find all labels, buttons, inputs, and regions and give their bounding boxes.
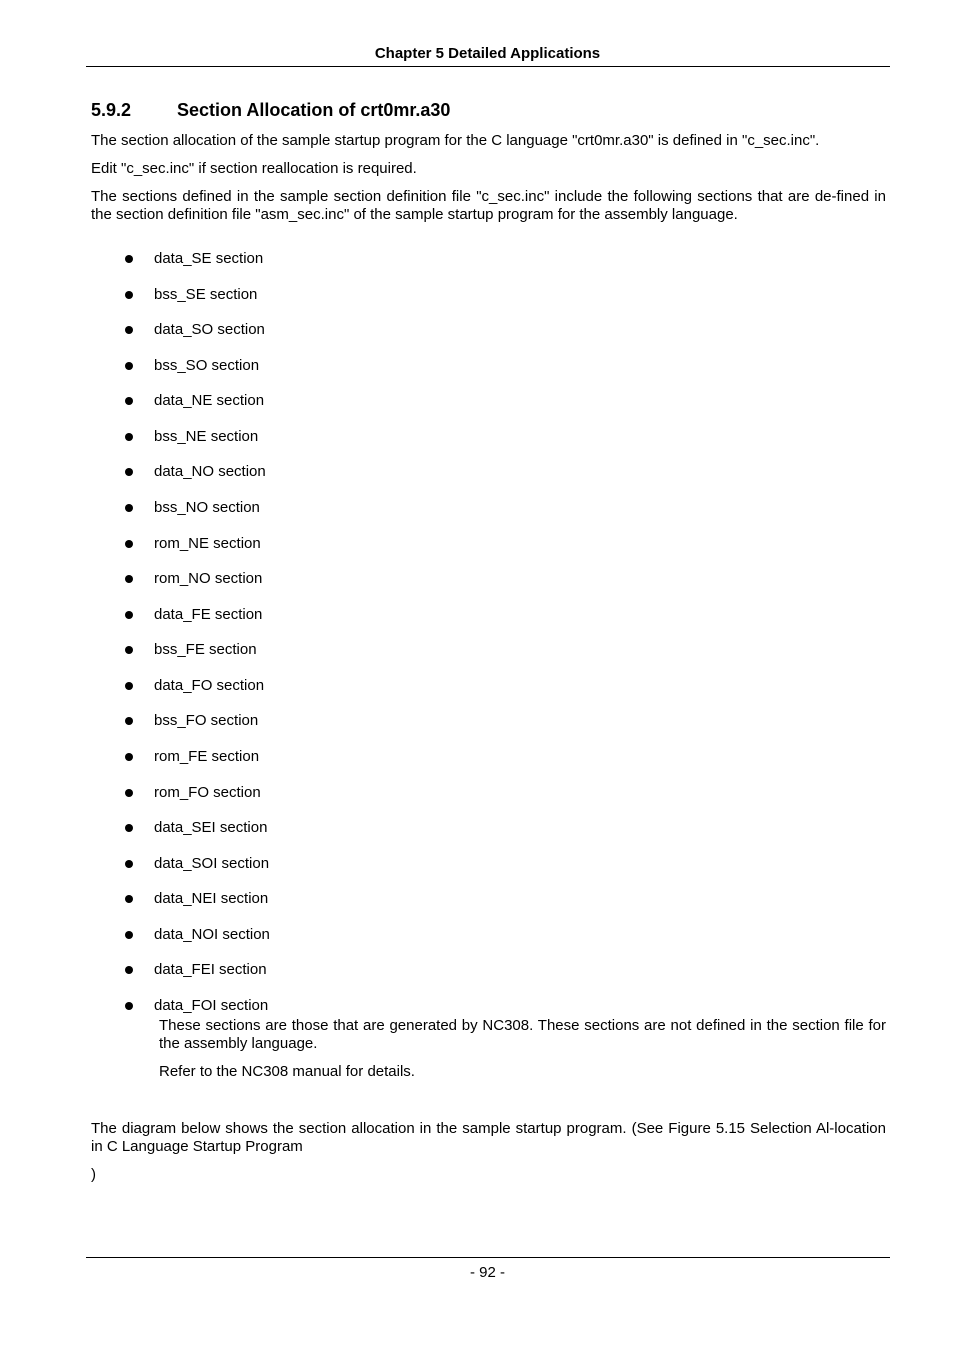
- bullet-icon: [125, 611, 133, 619]
- list-item-label: data_FE section: [154, 605, 263, 623]
- list-item-label: data_NEI section: [154, 890, 269, 908]
- note-refer: Refer to the NC308 manual for details.: [159, 1063, 415, 1080]
- list-item-label: data_SOI section: [154, 854, 270, 872]
- list-item-label: rom_NE section: [154, 534, 261, 552]
- bullet-icon: [125, 789, 133, 797]
- list-item-label: bss_NE section: [154, 427, 259, 445]
- bullet-icon: [125, 540, 133, 548]
- list-item-label: data_NO section: [154, 463, 266, 481]
- diagram-paragraph: The diagram below shows the section allocation in the sample startup program. (See Figure 5.15 Selection Al-location in C Language Startup Program: [91, 1120, 886, 1155]
- bullet-icon: [125, 1002, 133, 1010]
- page-number: - 92 -: [469, 1264, 505, 1281]
- list-item-label: data_FOI section: [154, 996, 269, 1014]
- list-item-label: rom_FO section: [154, 783, 261, 801]
- list-item-label: data_SO section: [154, 321, 265, 339]
- section-heading: [91, 100, 450, 121]
- list-item-label: bss_SO section: [154, 356, 260, 374]
- list-item-label: data_NOI section: [154, 925, 270, 943]
- note-generated: These sections are those that are generated by NC308. These sections are not defined in the section file for the assembly language.: [159, 1017, 886, 1052]
- bullet-icon: [125, 291, 133, 299]
- section-number: 5.9.2: [91, 100, 132, 120]
- bullet-icon: [125, 255, 133, 263]
- header-divider: [86, 66, 890, 67]
- bullet-icon: [125, 504, 133, 512]
- bullet-icon: [125, 753, 133, 761]
- section-title: Section Allocation of crt0mr.a30: [177, 100, 451, 120]
- bullet-icon: [125, 362, 133, 370]
- list-item-label: rom_FE section: [154, 747, 260, 765]
- chapter-title: Chapter 5 Detailed Applications: [374, 45, 601, 62]
- list-item-label: bss_FO section: [154, 712, 259, 730]
- bullet-icon: [125, 824, 133, 832]
- bullet-icon: [125, 966, 133, 974]
- list-item-label: data_SE section: [154, 250, 264, 267]
- sections-paragraph: The sections defined in the sample section definition file "c_sec.inc" include the following sections that are de-fined in the section definition file "asm_sec.inc" of the sample startup program for the assembly language.: [91, 188, 886, 223]
- bullet-icon: [125, 575, 133, 583]
- list-item-label: bss_NO section: [154, 498, 260, 516]
- list-item-label: bss_FE section: [154, 641, 257, 659]
- bullet-icon: [125, 717, 133, 725]
- list-item-label: rom_NO section: [154, 570, 263, 588]
- intro-paragraph: The section allocation of the sample startup program for the C language "crt0mr.a30" is defined in "c_sec.inc".: [91, 132, 820, 149]
- bullet-icon: [125, 397, 133, 405]
- bullet-icon: [125, 326, 133, 334]
- bullet-icon: [125, 646, 133, 654]
- list-item-label: bss_SE section: [154, 285, 258, 303]
- edit-paragraph: Edit "c_sec.inc" if section reallocation is required.: [91, 160, 417, 177]
- list-item-label: data_FEI section: [154, 961, 267, 979]
- list-item-label: data_FO section: [154, 676, 265, 694]
- footer-divider: [86, 1257, 890, 1258]
- bullet-icon: [125, 860, 133, 868]
- list-item-label: data_SEI section: [154, 819, 268, 837]
- list-item-label: data_NE section: [154, 392, 265, 410]
- bullet-icon: [125, 468, 133, 476]
- bullet-icon: [125, 682, 133, 690]
- bullet-icon: [125, 931, 133, 939]
- bullet-icon: [125, 895, 133, 903]
- bullet-icon: [125, 433, 133, 441]
- closing-paren: ): [91, 1166, 96, 1183]
